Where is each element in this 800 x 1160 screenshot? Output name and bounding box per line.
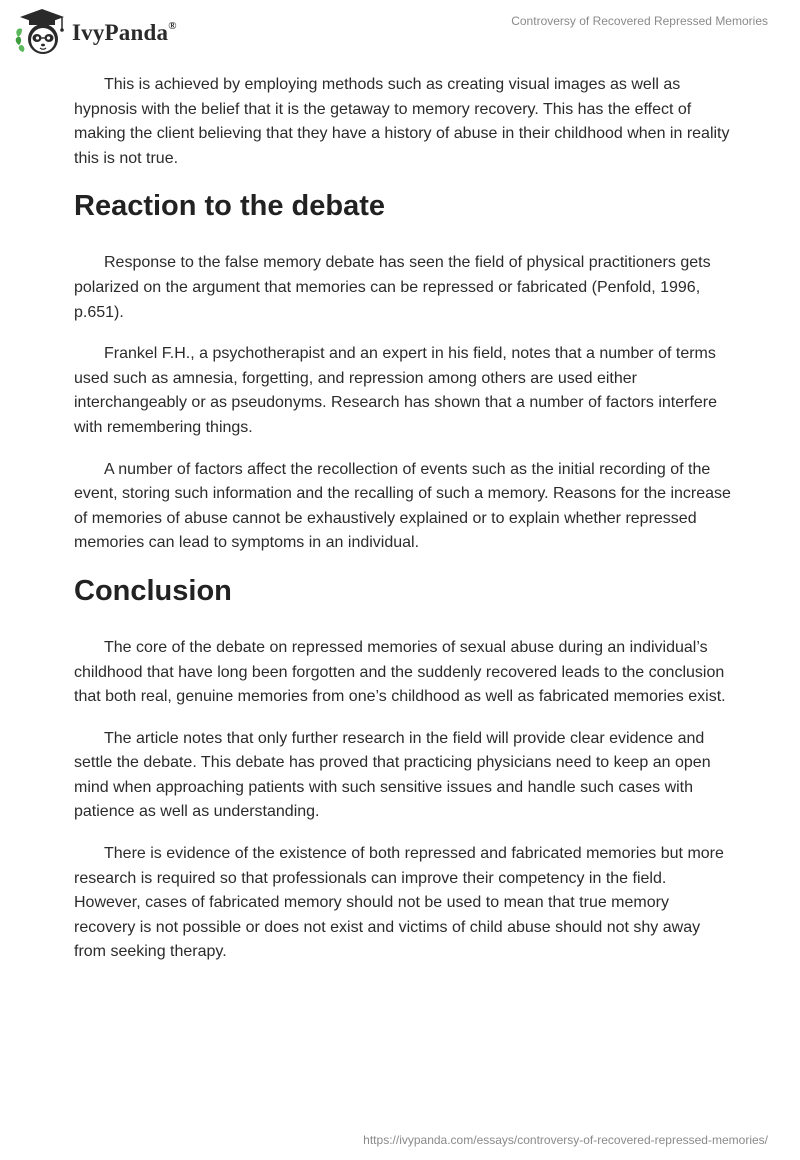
paragraph: The article notes that only further research in the field will provide clear evidence and settle the debate. This debate has proved that practicing physicians need to keep an open mind when approaching patients with such sensitive issues and handle such cases with patience as well as understanding.: [74, 729, 711, 821]
paragraph: There is evidence of the existence of both repressed and fabricated memories but more research is required so that professionals can improve their competency in the field. However, cases of fabricated memory should not be used to mean that true memory recovery is not possible or does not exist and victims of child abuse should not shy away from seeking therapy.: [74, 845, 724, 961]
paragraph: Response to the false memory debate has seen the field of physical practitioners gets polarized on the argument that memories can be repressed or fabricated (Penfold, 1996, p.651).: [74, 254, 711, 321]
source-url[interactable]: https://ivypanda.com/essays/controversy-of-recovered-repressed-memories/: [363, 1133, 768, 1147]
document-title: Controversy of Recovered Repressed Memories: [511, 14, 768, 28]
section-heading-conclusion: Conclusion: [74, 574, 232, 607]
page-header: [0, 0, 800, 60]
paragraph: Frankel F.H., a psychotherapist and an expert in his field, notes that a number of terms used such as amnesia, forgetting, and repression among others are used either interchangeably or as pseudonyms. Research has shown that a number of factors interfere with remembering things.: [74, 345, 718, 436]
paragraph: The core of the debate on repressed memories of sexual abuse during an individual’s childhood that have long been forgotten and the suddenly recovered leads to the conclusion that both real, genuine memories from one’s childhood as well as fabricated memories exist.: [74, 638, 726, 706]
ivypanda-logo[interactable]: [14, 7, 177, 57]
panda-graduate-icon: [14, 7, 70, 57]
brand-name: IvyPanda®: [72, 20, 177, 45]
section-heading-reaction: Reaction to the debate: [74, 190, 385, 223]
essay-content: [74, 73, 734, 982]
paragraph: A number of factors affect the recollection of events such as the initial recording of the event, storing such information and the recalling of such a memory. Reasons for the increase of memories of abuse cannot be exhaustively explained or to explain whether repressed memories can lead to symptoms in an individual.: [74, 460, 731, 552]
intro-paragraph: This is achieved by employing methods such as creating visual images as well as hypnosis with the belief that it is the getaway to memory recovery. This has the effect of making the client believing that they have a history of abuse in their childhood when in reality this is not true.: [74, 76, 730, 167]
